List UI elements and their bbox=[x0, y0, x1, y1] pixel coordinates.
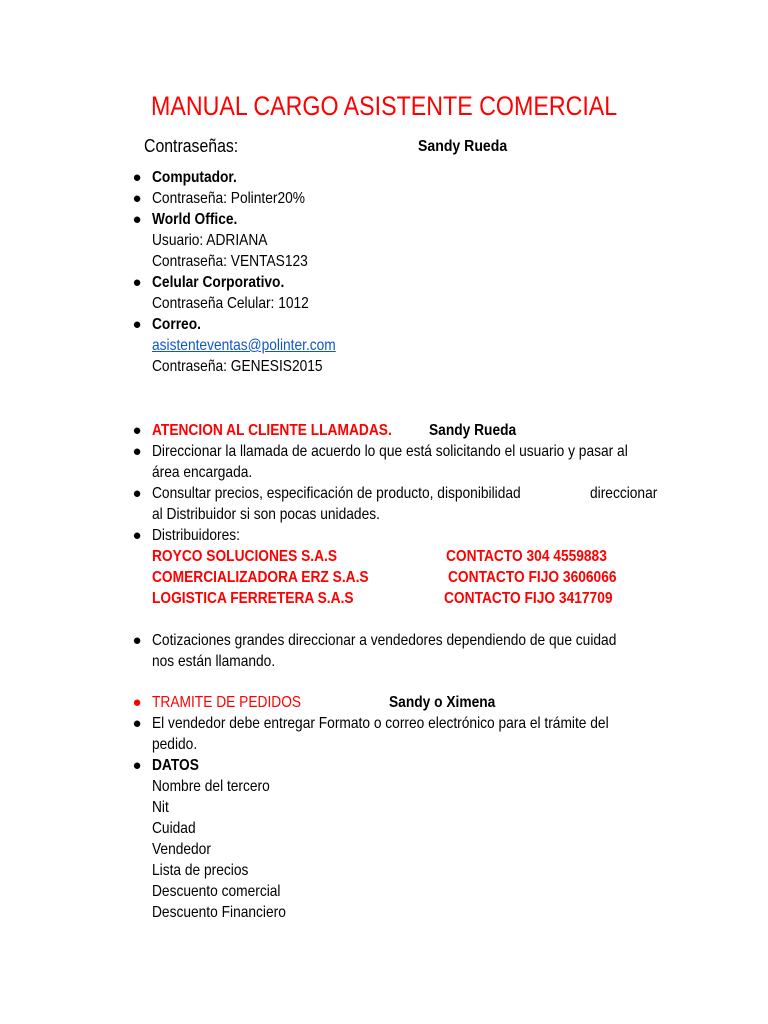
customer-service-list bbox=[0, 420, 768, 609]
bullet-icon: ● bbox=[132, 211, 142, 228]
phone-heading: Celular Corporativo. bbox=[152, 274, 285, 291]
list-item-data bbox=[0, 755, 662, 923]
email-heading: Correo. bbox=[152, 316, 201, 333]
world-office-user: Usuario: ADRIANA bbox=[152, 232, 268, 249]
orders-heading: TRAMITE DE PEDIDOS bbox=[152, 694, 302, 711]
distributor-row bbox=[152, 567, 662, 588]
bullet-icon: ● bbox=[132, 190, 142, 207]
list-item-computer-password bbox=[0, 188, 662, 209]
list-item-orders-format bbox=[0, 713, 662, 755]
check-prices-line2: al Distribuidor si son pocas unidades. bbox=[152, 506, 380, 523]
distributors-label: Distribuidores: bbox=[152, 527, 240, 544]
orders-format-line2: pedido. bbox=[152, 736, 198, 753]
subtitle-row bbox=[0, 134, 768, 158]
data-field: Nombre del tercero bbox=[152, 778, 270, 795]
check-prices-line1: Consultar precios, especificación de producto, disponibilidad bbox=[152, 485, 521, 502]
bullet-icon: ● bbox=[132, 527, 142, 544]
list-item-customer-service-heading bbox=[0, 420, 662, 441]
quotes-line1: Cotizaciones grandes direccionar a vendedores dependiendo de que cuidad bbox=[152, 632, 617, 649]
list-item-email bbox=[0, 314, 662, 377]
phone-password: Contraseña Celular: 1012 bbox=[152, 295, 309, 312]
check-prices-redirect: direccionar bbox=[590, 485, 658, 502]
bullet-icon: ● bbox=[132, 274, 142, 291]
bullet-icon: ● bbox=[132, 757, 142, 774]
quotes-list bbox=[0, 630, 768, 672]
data-field: Vendedor bbox=[152, 841, 211, 858]
computer-password: Contraseña: Polinter20% bbox=[152, 190, 305, 207]
distributor-name: LOGISTICA FERRETERA S.A.S bbox=[152, 590, 354, 607]
list-item-orders-heading bbox=[0, 692, 662, 713]
distributor-contact: CONTACTO 304 4559883 bbox=[446, 548, 607, 565]
distributor-row bbox=[152, 546, 662, 567]
data-field: Descuento comercial bbox=[152, 883, 281, 900]
bullet-icon: ● bbox=[132, 694, 142, 711]
data-field: Descuento Financiero bbox=[152, 904, 286, 921]
distributor-name: ROYCO SOLUCIONES S.A.S bbox=[152, 548, 338, 565]
document-title: MANUAL CARGO ASISTENTE COMERCIAL bbox=[151, 91, 618, 121]
bullet-icon: ● bbox=[132, 169, 142, 186]
passwords-list bbox=[0, 167, 768, 377]
bullet-icon: ● bbox=[132, 632, 142, 649]
list-item-world-office bbox=[0, 209, 662, 272]
computer-heading: Computador. bbox=[152, 169, 237, 186]
distributor-name: COMERCIALIZADORA ERZ S.A.S bbox=[152, 569, 369, 586]
list-item-phone bbox=[0, 272, 662, 314]
list-item-quotes bbox=[0, 630, 662, 672]
data-field: Cuidad bbox=[152, 820, 196, 837]
customer-service-heading: ATENCION AL CLIENTE LLAMADAS. bbox=[152, 422, 392, 439]
list-item-check-prices bbox=[0, 483, 662, 525]
email-password: Contraseña: GENESIS2015 bbox=[152, 358, 323, 375]
list-item-redirect-call bbox=[0, 441, 662, 483]
orders-owner: Sandy o Ximena bbox=[389, 694, 496, 711]
customer-service-owner: Sandy Rueda bbox=[429, 422, 517, 439]
bullet-icon: ● bbox=[132, 316, 142, 333]
passwords-label: Contraseñas: bbox=[144, 136, 239, 156]
bullet-icon: ● bbox=[132, 485, 142, 502]
redirect-call-line1: Direccionar la llamada de acuerdo lo que está solicitando el usuario y pasar al bbox=[152, 443, 628, 460]
orders-list bbox=[0, 692, 768, 923]
list-item-distributors bbox=[0, 525, 662, 609]
bullet-icon: ● bbox=[132, 422, 142, 439]
distributor-contact: CONTACTO FIJO 3606066 bbox=[448, 569, 617, 586]
data-field: Lista de precios bbox=[152, 862, 249, 879]
list-item-computer bbox=[0, 167, 662, 188]
distributor-contact: CONTACTO FIJO 3417709 bbox=[444, 590, 613, 607]
email-link[interactable]: asistenteventas@polinter.com bbox=[152, 337, 336, 354]
bullet-icon: ● bbox=[132, 715, 142, 732]
redirect-call-line2: área encargada. bbox=[152, 464, 253, 481]
distributor-row bbox=[152, 588, 662, 609]
data-heading: DATOS bbox=[152, 757, 199, 774]
world-office-password: Contraseña: VENTAS123 bbox=[152, 253, 308, 270]
orders-format-line1: El vendedor debe entregar Formato o correo electrónico para el trámite del bbox=[152, 715, 609, 732]
data-field: Nit bbox=[152, 799, 169, 816]
passwords-owner: Sandy Rueda bbox=[418, 138, 508, 155]
quotes-line2: nos están llamando. bbox=[152, 653, 276, 670]
bullet-icon: ● bbox=[132, 443, 142, 460]
world-office-heading: World Office. bbox=[152, 211, 238, 228]
